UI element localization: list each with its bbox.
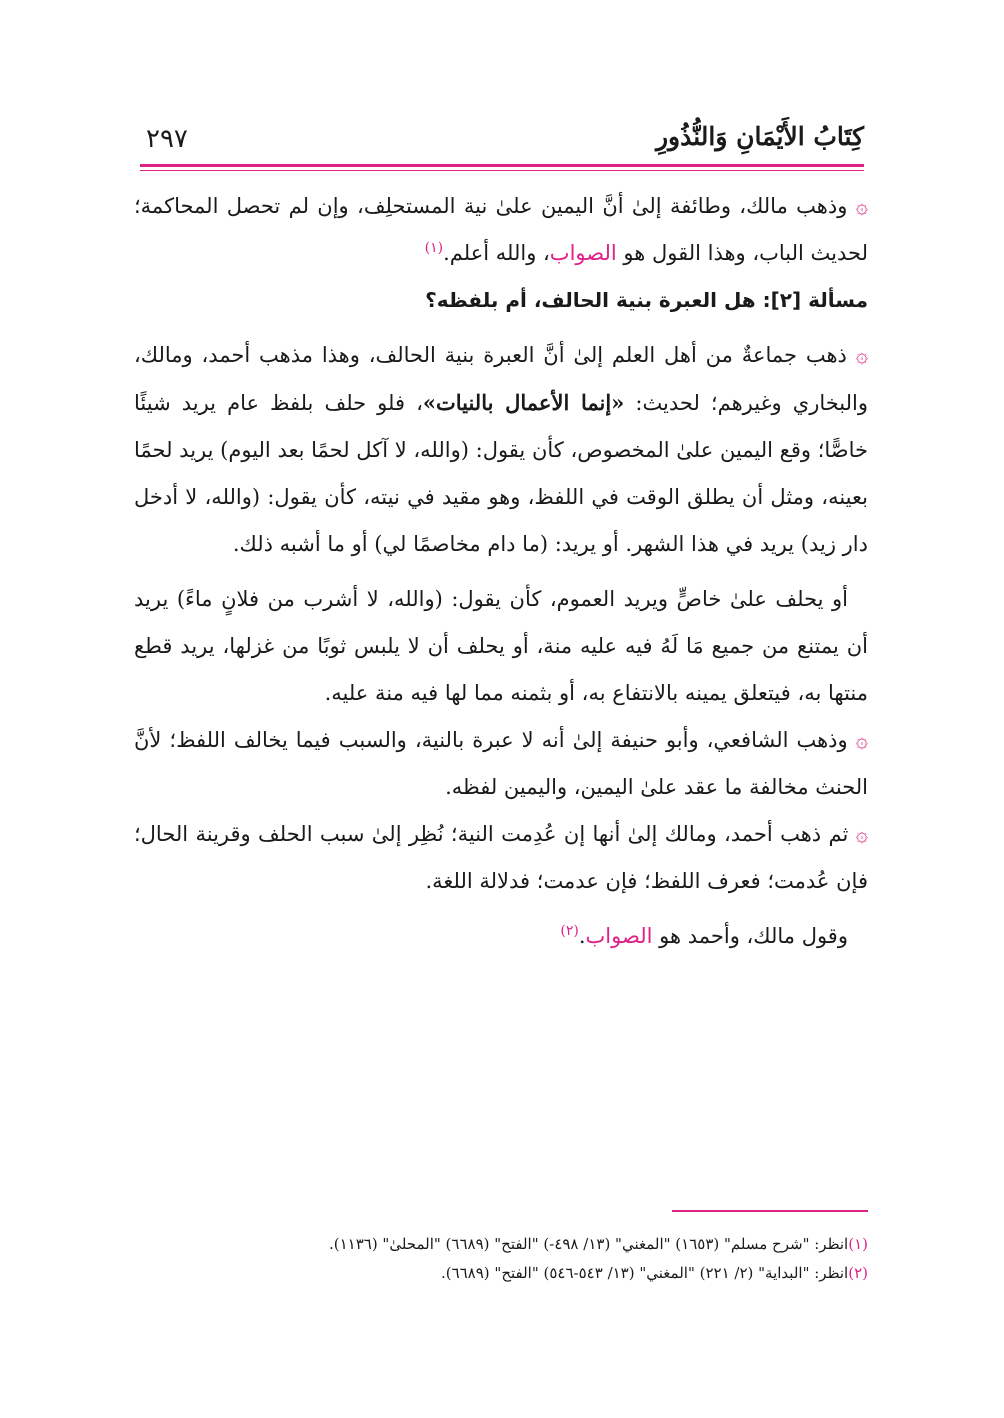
section-heading bbox=[134, 277, 868, 324]
heading-label: مسألة [٢]: bbox=[762, 288, 868, 312]
footnote-rule bbox=[672, 1210, 868, 1212]
flower-icon: ۞ bbox=[855, 728, 868, 752]
paragraph-6-text-b: . bbox=[578, 924, 586, 948]
paragraph-1 bbox=[134, 183, 868, 277]
footnote-number: (١) bbox=[848, 1235, 868, 1253]
paragraph-3-text: أو يحلف علىٰ خاصٍّ ويريد العموم، كأن يقول: (والله، لا أشرب من فلانٍ ماءً) يريد أن يمتنع من جميع مَا لَهُ فيه عليه منة، أو يحلف أن لا يلبس ثوبًا من غزلها، يريد قطع منتها به، فيتعلق يمينه بالانتفاع به، أو بثمنه مما لها فيه منة عليه. bbox=[134, 587, 868, 705]
footnote-1 bbox=[134, 1230, 868, 1259]
paragraph-5-text: ثم ذهب أحمد، ومالك إلىٰ أنها إن عُدِمت النية؛ نُظِر إلىٰ سبب الحلف وقرينة الحال؛ فإن عُدمت؛ فعرف اللفظ؛ فإن عدمت؛ فدلالة اللغة. bbox=[134, 822, 868, 893]
paragraph-2-text-b: ، فلو حلف بلفظ عام يريد شيئًا خاصًّا؛ وقع اليمين علىٰ المخصوص، كأن يقول: (والله، لا آكل لحمًا بعد اليوم) يريد لحمًا بعينه، ومثل أن يطلق الوقت في اللفظ، وهو مقيد في نيته، كأن يقول: (والله، لا أدخل دار زيد) يريد في هذا الشهر. أو يريد: (ما دام مخاصمًا لي) أو ما أشبه ذلك. bbox=[134, 391, 868, 556]
flower-icon: ۞ bbox=[855, 822, 868, 846]
footnote-number: (٢) bbox=[848, 1264, 868, 1282]
footnote-ref-2[interactable]: (٢) bbox=[560, 923, 579, 939]
paragraph-4 bbox=[134, 717, 868, 811]
heading-text: هل العبرة بنية الحالف، أم بلفظه؟ bbox=[425, 288, 763, 312]
main-text bbox=[134, 183, 868, 960]
paragraph-6-text-a: وقول مالك، وأحمد هو bbox=[652, 924, 848, 948]
paragraph-2-text-a: ذهب جماعةٌ من أهل العلم إلىٰ أنَّ العبرة بنية الحالف، وهذا مذهب أحمد، ومالك، والبخاري وغيرهم؛ لحديث: bbox=[134, 343, 868, 415]
footnote-text: انظر: "البداية" (٢/ ٢٢١) "المغني" (١٣/ ٥٤٣-٥٤٦) "الفتح" (٦٦٨٩). bbox=[440, 1264, 849, 1282]
paragraph-4-text: وذهب الشافعي، وأبو حنيفة إلىٰ أنه لا عبرة بالنية، والسبب فيما يخالف اللفظ؛ لأنَّ الحنث مخالفة ما عقد علىٰ اليمين، واليمين لفظه. bbox=[134, 728, 868, 799]
paragraph-2 bbox=[134, 332, 868, 568]
footnote-2 bbox=[134, 1259, 868, 1288]
paragraph-3 bbox=[134, 576, 868, 717]
paragraph-1-text-b: ، والله أعلم. bbox=[443, 241, 550, 265]
highlight-sawab: الصواب bbox=[585, 924, 653, 948]
header-rule bbox=[140, 164, 864, 167]
paragraph-6 bbox=[134, 913, 868, 960]
highlight-sawab: الصواب bbox=[549, 241, 617, 265]
flower-icon: ۞ bbox=[855, 194, 868, 218]
footnotes bbox=[134, 1230, 868, 1288]
header-rule-thin bbox=[140, 170, 864, 171]
page-number: ٢٩٧ bbox=[146, 124, 188, 154]
paragraph-5 bbox=[134, 811, 868, 905]
flower-icon: ۞ bbox=[855, 343, 868, 367]
page-header bbox=[140, 118, 864, 158]
footnote-ref-1[interactable]: (١) bbox=[424, 240, 444, 256]
hadith-quote: «إنما الأعمال بالنيات» bbox=[422, 390, 625, 415]
footnote-text: انظر: "شرح مسلم" (١٦٥٣) "المغني" (١٣/ ٤٩٨-) "الفتح" (٦٦٨٩) "المحلىٰ" (١١٣٦). bbox=[328, 1235, 849, 1253]
paragraph-1-text-a: وذهب مالك، وطائفة إلىٰ أنَّ اليمين علىٰ نية المستحلِف، وإن لم تحصل المحاكمة؛ لحديث الباب، وهذا القول هو bbox=[134, 194, 868, 265]
running-title: كِتَابُ الأَيْمَانِ وَالنُّذُورِ bbox=[655, 122, 864, 151]
